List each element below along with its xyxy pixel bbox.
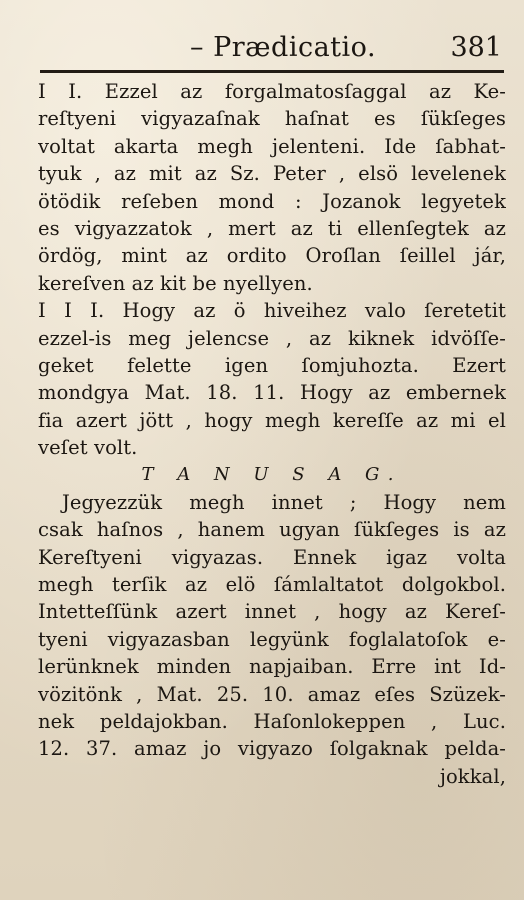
header-rule bbox=[40, 70, 504, 73]
body-text bbox=[38, 78, 506, 790]
text-line: fia azert jött , hogy megh kereſſe az mi el bbox=[38, 408, 506, 432]
text-line: geket felette igen ſomjuhozta. Ezert bbox=[38, 353, 506, 377]
text-line: lerünknek minden napjaiban. Erre int Id- bbox=[38, 655, 506, 679]
running-title: – Prædicatio. bbox=[190, 32, 377, 63]
page-header bbox=[40, 30, 508, 66]
text-line: reſtyeni vigyazaſnak haſnat es ſükſeges bbox=[38, 107, 506, 131]
section-heading: T A N U S A G. bbox=[141, 464, 403, 486]
text-line: I I I. Hogy az ö hiveihez valo ſeretetit bbox=[38, 299, 506, 323]
text-line: mondgya Mat. 18. 11. Hogy az embernek bbox=[38, 381, 506, 405]
text-line: ezzel-is meg jelencse , az kiknek idvöſſe- bbox=[38, 326, 506, 350]
text-line: Intetteſſünk azert innet , hogy az Kereſ- bbox=[38, 600, 506, 624]
text-line: ötödik reſeben mond : Jozanok legyetek bbox=[38, 189, 506, 213]
text-line: vözitönk , Mat. 25. 10. amaz eſes Szüzek- bbox=[38, 682, 506, 706]
text-line: jokkal, bbox=[439, 764, 506, 788]
text-line: voltat akarta megh jelenteni. Ide ſabhat- bbox=[38, 134, 506, 158]
text-line: Kereſtyeni vigyazas. Ennek igaz volta bbox=[38, 545, 506, 569]
text-line: csak haſnos , hanem ugyan ſükſeges is az bbox=[38, 518, 506, 542]
text-line: megh terſik az elö ſámlaltatot dolgokbol. bbox=[38, 573, 506, 597]
text-line: Jegyezzük megh innet ; Hogy nem bbox=[62, 490, 506, 514]
text-line: 12. 37. amaz jo vigyazo ſolgaknak pelda- bbox=[38, 737, 506, 761]
text-line: I I. Ezzel az forgalmatosſaggal az Ke- bbox=[38, 80, 506, 103]
text-line: veſet volt. bbox=[38, 436, 138, 460]
text-line: nek peldajokban. Haſonlokeppen , Luc. bbox=[38, 709, 506, 733]
text-line: tyeni vigyazasban legyünk foglalatoſok e- bbox=[38, 627, 506, 651]
text-line: kereſven az kit be nyellyen. bbox=[38, 271, 313, 295]
text-line: tyuk , az mit az Sz. Peter , elsö levelenek bbox=[38, 162, 506, 186]
text-line: es vigyazzatok , mert az ti ellenſegtek az bbox=[38, 216, 506, 240]
text-line: ördög, mint az ordito Oroſlan ſeillel jár, bbox=[38, 244, 506, 268]
page-number: 381 bbox=[450, 32, 502, 63]
